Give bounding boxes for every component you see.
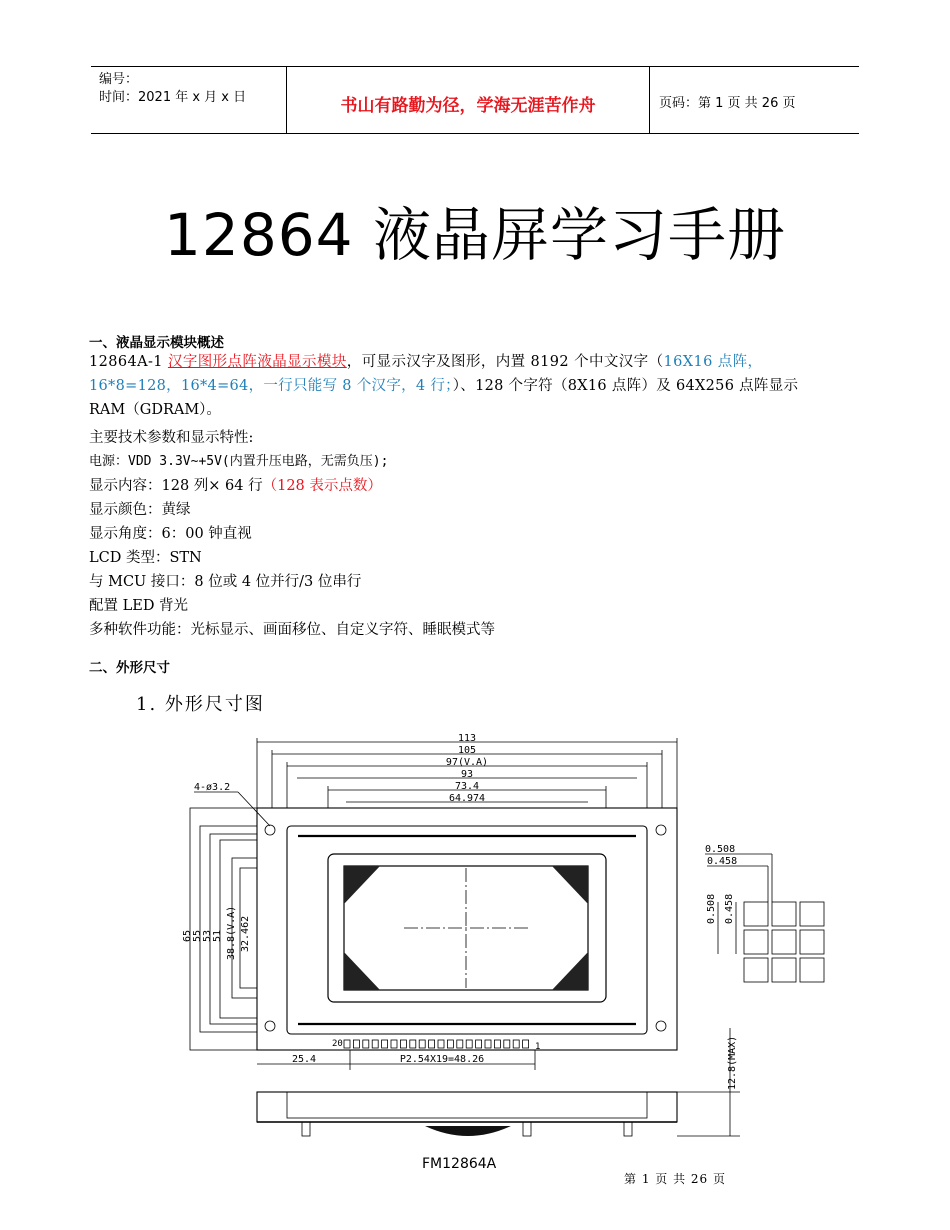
dot-cell [744,902,768,926]
pin [382,1040,388,1048]
pin [523,1040,529,1048]
svg-text:1: 1 [535,1042,541,1052]
spec-power: 电源：VDD 3.3V~+5V(内置升压电路，无需负压); [89,454,389,469]
dim-label: 97(V.A) [445,757,489,768]
dim-thickness: 12.8(MAX) [727,1035,738,1090]
intro-highlight: 16*8=128，16*4=64，一行只能写 8 个汉字，4 行； [89,378,453,394]
mounting-hole [656,825,666,835]
pin [438,1040,444,1048]
intro-prefix: 12864A-1 [89,354,168,370]
module-link[interactable]: 汉字图形点阵液晶显示模块 [167,354,347,370]
pin [400,1040,406,1048]
dot-cell [800,902,824,926]
header-meta [99,71,246,107]
dimension-drawing [180,728,840,1173]
mounting-hole [265,1021,275,1031]
dim-label: 93 [460,769,474,780]
pin [344,1040,350,1048]
intro-mid: ，可显示汉字及图形，内置 8192 个中文汉字（ [346,354,664,370]
document-title: 12864 液晶屏学习手册 [164,201,786,269]
side-view [257,1028,740,1136]
spec-lcd-type: LCD 类型：STN [89,550,202,566]
svg-text:0.508: 0.508 [706,893,717,924]
mounting-hole [265,825,275,835]
intro-paragraph [89,350,864,422]
number-label: 编号： [99,72,139,87]
dim-label: 53 [202,929,213,942]
pcb-outline [257,808,677,1050]
pin [372,1040,378,1048]
time-label: 时间：2021 年 x 月 x 日 [99,90,247,105]
page-header [91,66,859,134]
dim-label: 38.8(V.A) [226,905,237,960]
pin [513,1040,519,1048]
dim-pitch: P2.54X19=48.26 [399,1054,485,1065]
spec-mcu: 与 MCU 接口：8 位或 4 位并行/3 位串行 [89,574,362,590]
dim-label: 65 [182,929,193,942]
spec-content: 显示内容：128 列× 64 行（128 表示点数） [89,478,382,494]
dim-label: 113 [457,733,477,744]
spec-backlight: 配置 LED 背光 [89,598,189,614]
svg-text:0.458: 0.458 [707,856,738,867]
dot-cell [744,958,768,982]
pin [391,1040,397,1048]
pin [419,1040,425,1048]
pin [494,1040,500,1048]
lcd-bezel [287,826,647,1034]
content-note: （128 表示点数） [262,478,382,494]
page-footer: 第 1 页 共 26 页 [624,1172,726,1186]
pin [476,1040,482,1048]
section-heading: 二、外形尺寸 [89,660,170,676]
pin [353,1040,359,1048]
dot-detail [705,844,824,982]
pin [457,1040,463,1048]
pin [466,1040,472,1048]
dim-label: 55 [192,929,203,942]
pin [363,1040,369,1048]
dot-cell [772,930,796,954]
dot-cell [800,958,824,982]
dim-label: 64.974 [448,793,486,804]
pin [485,1040,491,1048]
model-label: FM12864A [422,1156,497,1172]
dim-label: 105 [457,745,477,756]
pin [429,1040,435,1048]
spec-features: 多种软件功能：光标显示、画面移位、自定义字符、睡眠模式等 [89,622,495,638]
pin [410,1040,416,1048]
svg-text:0.508: 0.508 [705,844,736,855]
dim-label: 51 [212,929,223,942]
intro-line: RAM（GDRAM）。 [89,402,221,418]
spec-heading: 主要技术参数和显示特性: [89,430,254,446]
header-page-info: 页码：第 1 页 共 26 页 [659,96,796,111]
dot-cell [744,930,768,954]
hole-callout: 4-ø3.2 [194,782,231,793]
svg-text:0.458: 0.458 [724,893,735,924]
spec-color: 显示颜色：黄绿 [89,502,191,518]
header-motto: 书山有路勤为径，学海无涯苦作舟 [340,96,596,116]
pin [447,1040,453,1048]
dot-cell [772,958,796,982]
mounting-hole [656,1021,666,1031]
section-heading: 一、液晶显示模块概述 [89,335,224,351]
intro-highlight: 16X16 点阵， [663,354,763,370]
dot-cell [800,930,824,954]
top-dimensions [257,733,677,808]
dim-label: 32.462 [240,915,251,952]
subsection-title: 1. 外形尺寸图 [136,694,265,715]
header-divider [649,67,650,133]
dot-cell [772,902,796,926]
intro-rest: ）、128 个字符（8X16 点阵）及 64X256 点阵显示 [452,378,799,394]
pin [504,1040,510,1048]
left-dimensions [182,906,251,960]
svg-text:20: 20 [332,1039,343,1049]
spec-angle: 显示角度：6：00 钟直视 [89,526,252,542]
dim-offset: 25.4 [291,1054,317,1065]
dim-label: 73.4 [454,781,480,792]
